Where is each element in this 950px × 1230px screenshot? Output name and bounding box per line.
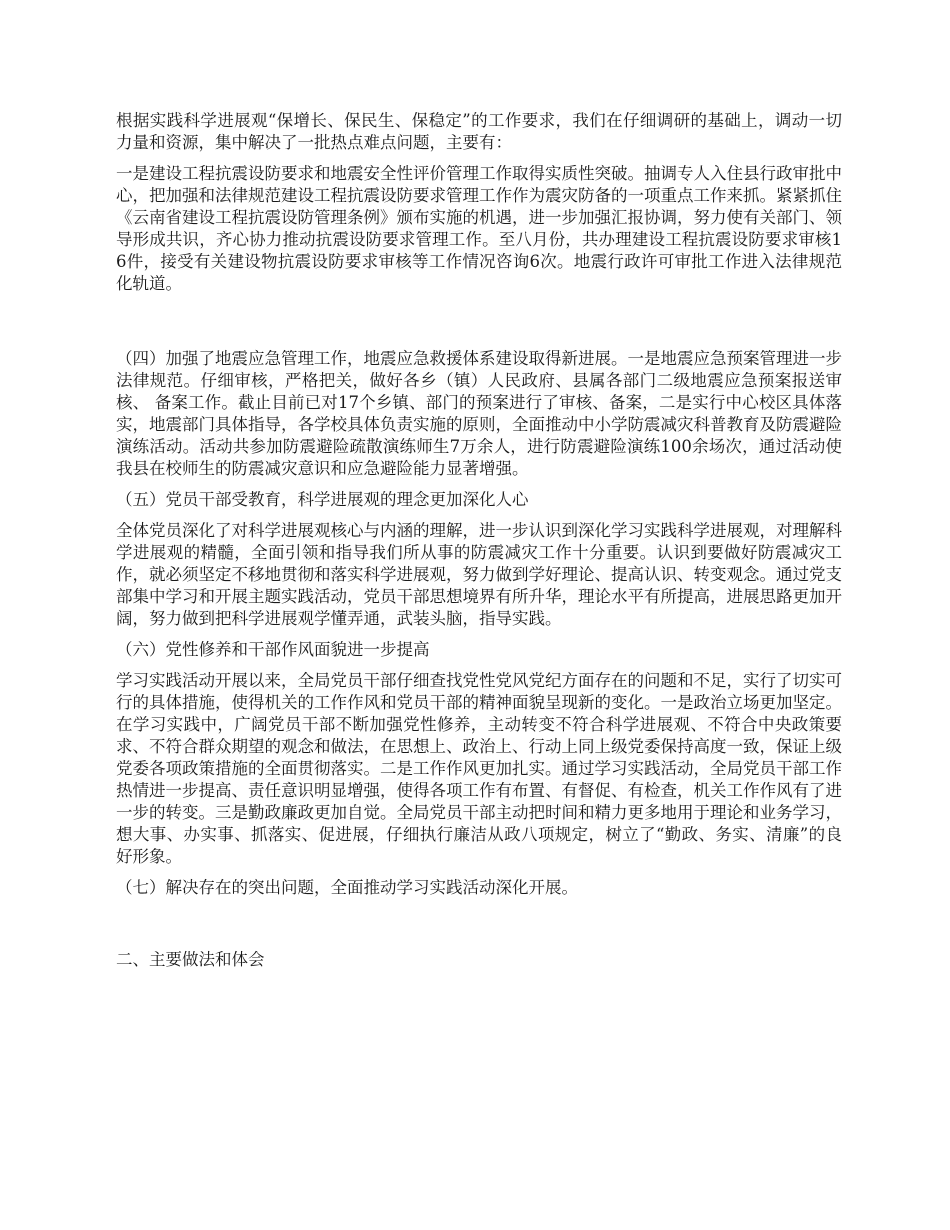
section-4-paragraph: （四）加强了地震应急管理工作，地震应急救援体系建设取得新进展。一是地震应急预案管理进一步法律规范。仔细审核，严格把关，做好各乡（镇）人民政府、县属各部门二级地震应急预案报送审核、 备案工作。截止目前已对17个乡镇、部门的预案进行了审核、备案，二是实行中心校区具体落实，地震部门具体指导，各学校具体负责实施的原则，全面推动中小学防震减灾科普教育及防震避险演练活动。活动共参加防震避险疏散演练师生7万余人，进行防震避险演练100余场次，通过活动使我县在校师生的防震减灾意识和应急避险能力显著增强。 bbox=[116, 349, 842, 478]
paragraph-seismic-fortification: 一是建设工程抗震设防要求和地震安全性评价管理工作取得实质性突破。抽调专人入住县行政审批中心，把加强和法律规范建设工程抗震设防要求管理工作作为震灾防备的一项重点工作来抓。紧紧抓住《云南省建设工程抗震设防管理条例》颁布实施的机遇，进一步加强汇报协调，努力使有关部门、领导形成共识，齐心协力推动抗震设防要求管理工作。至八月份，共办理建设工程抗震设防要求审核16件，接受有关建设物抗震设防要求审核等工作情况咨询6次。地震行政许可审批工作进入法律规范化轨道。 bbox=[116, 164, 842, 293]
section-6-heading: （六）党性修养和干部作风面貌进一步提高 bbox=[116, 640, 430, 659]
section-5-heading: （五）党员干部受教育，科学进展观的理念更加深化人心 bbox=[116, 490, 529, 509]
section-5-paragraph: 全体党员深化了对科学进展观核心与内涵的理解，进一步认识到深化学习实践科学进展观，对理解科学进展观的精髓，全面引领和指导我们所从事的防震减灾工作十分重要。认识到要做好防震减灾工作，就必须坚定不移地贯彻和落实科学进展观，努力做到学好理论、提高认识、转变观念。通过党支部集中学习和开展主题实践活动，党员干部思想境界有所升华，理论水平有所提高，进展思路更加开阔，努力做到把科学进展观学懂弄通，武装头脑，指导实践。 bbox=[116, 521, 842, 628]
document-page bbox=[116, 110, 842, 971]
section-7-heading: （七）解决存在的突出问题，全面推动学习实践活动深化开展。 bbox=[116, 878, 578, 897]
part-2-heading: 二、主要做法和体会 bbox=[116, 950, 265, 969]
section-6-paragraph: 学习实践活动开展以来，全局党员干部仔细查找党性党风党纪方面存在的问题和不足，实行了切实可行的具体措施，使得机关的工作作风和党员干部的精神面貌呈现新的变化。一是政治立场更加坚定。在学习实践中，广阔党员干部不断加强党性修养，主动转变不符合科学进展观、不符合中央政策要求、不符合群众期望的观念和做法，在思想上、政治上、行动上同上级党委保持高度一致，保证上级党委各项政策措施的全面贯彻落实。二是工作作风更加扎实。通过学习实践活动，全局党员干部工作热情进一步提高、责任意识明显增强，使得各项工作有布置、有督促、有检查，机关工作作风有了进一步的转变。三是勤政廉政更加自觉。全局党员干部主动把时间和精力更多地用于理论和业务学习，想大事、办实事、抓落实、促进展，仔细执行廉洁从政八项规定，树立了“勤政、务实、清廉”的良好形象。 bbox=[116, 671, 842, 866]
intro-paragraph: 根据实践科学进展观“保增长、保民生、保稳定”的工作要求，我们在仔细调研的基础上，调动一切力量和资源，集中解决了一批热点难点问题，主要有： bbox=[116, 111, 842, 152]
